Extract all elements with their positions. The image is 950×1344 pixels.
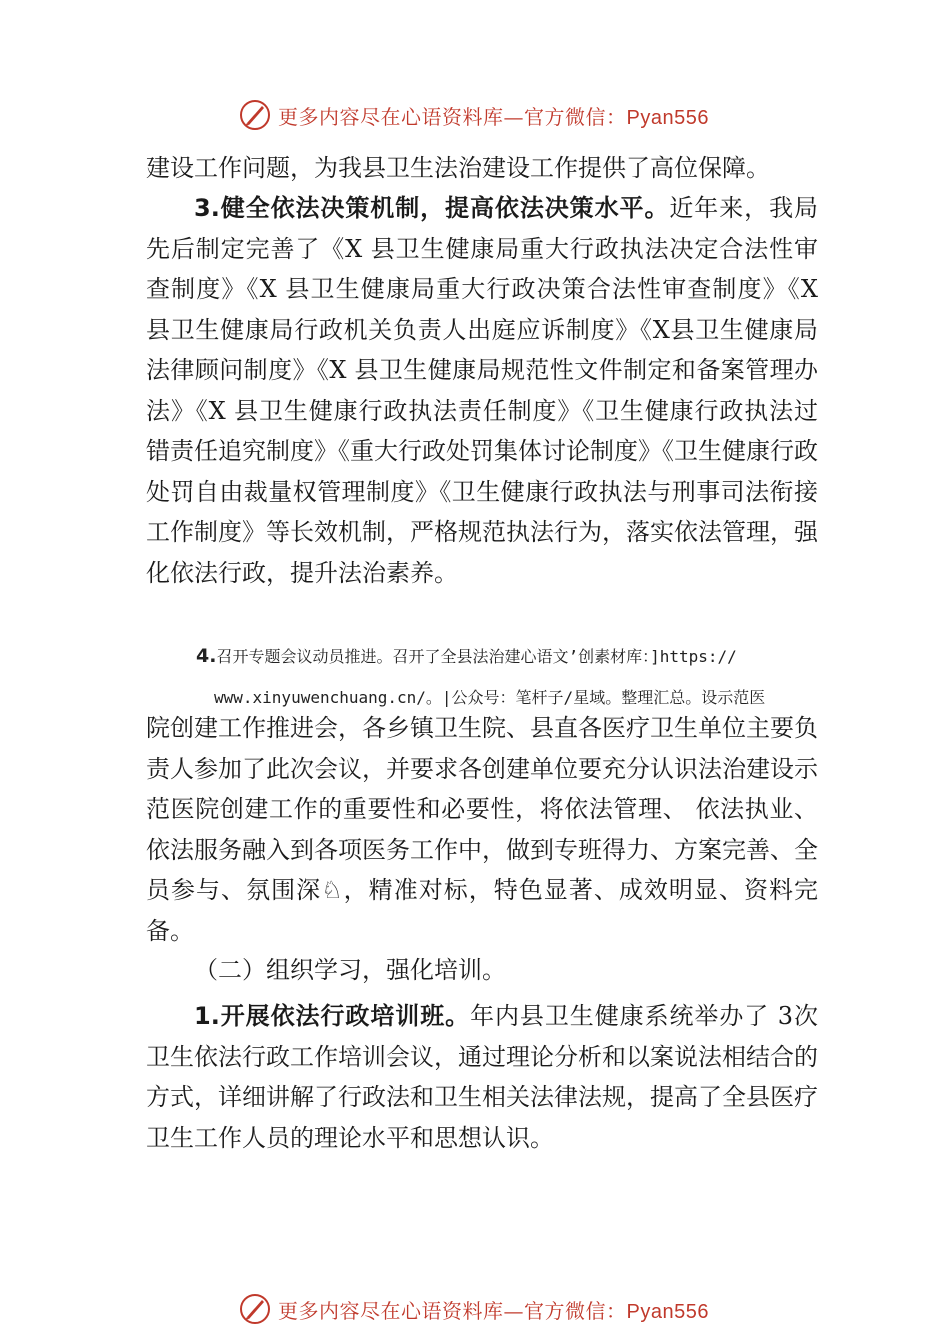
paragraph-decision-mechanism — [146, 188, 818, 593]
paragraph-meeting — [146, 708, 818, 951]
header-watermark — [238, 95, 709, 135]
quill-logo-icon — [238, 1292, 272, 1326]
watermark-text: 更多内容尽在心语资料库—官方微信：Pyan556 — [278, 1298, 709, 1323]
watermark-text: 更多内容尽在心语资料库—官方微信：Pyan556 — [278, 104, 709, 129]
paragraph-body: 年内县卫生健康系统举办了 3次卫生依法行政工作培训会议，通过理论分析和以案说法相结合的方式，详细讲解了行政法和卫生相关法律法规，提高了全县医疗卫生工作人员的理论水平和思想认识。 — [146, 1002, 818, 1152]
subheading-text: （二）组织学习，强化培训。 — [194, 956, 506, 984]
watermark-wechat-id: Pyan556 — [626, 1300, 709, 1323]
small-line-text: 召开专题会议动员推进。召开了全县法治建心语文’创素材库：]https:// — [216, 647, 737, 666]
paragraph-heading: 1.开展依法行政培训班。 — [194, 1002, 471, 1030]
section-subheading — [146, 950, 818, 991]
paragraph-text: 院创建工作推进会，各乡镇卫生院、县直各医疗卫生单位主要负责人参加了此次会议，并要求各创建单位要充分认识法治建设示范医院创建工作的重要性和必要性，将依法管理、 依法执业、依法服务融入到各项医务工作中，做到专班得力、方案完善、全员参与、氛围深♘，精准对标，特色显著、成效明显、资料完备。 — [146, 714, 818, 945]
paragraph-text — [146, 188, 818, 593]
paragraph-text — [146, 996, 818, 1158]
small-text-line-2 — [214, 685, 765, 708]
paragraph-heading: 3.健全依法决策机制，提高依法决策水平。 — [194, 194, 670, 222]
item-number: 4. — [196, 645, 217, 667]
paragraph-continuation — [146, 148, 818, 189]
small-line-text: www.xinyuwenchuang.cn/。|公众号：笔杆子/星域。整理汇总。设示范医 — [214, 688, 766, 707]
paragraph-body: 近年来，我局先后制定完善了《X 县卫生健康局重大行政执法决定合法性审查制度》《X 县卫生健康局重大行政决策合法性审查制度》《X 县卫生健康局行政机关负责人出庭应诉制度》《X县卫生健康局法律顾问制度》《X 县卫生健康局规范性文件制定和备案管理办法》《X 县卫生健康行政执法责任制度》《卫生健康行政执法过错责任追究制度》《重大行政处罚集体讨论制度》《卫生健康行政处罚自由裁量权管理制度》《卫生健康行政执法与刑事司法衔接工作制度》等长效机制，严格规范执法行为，落实依法管理，强化依法行政，提升法治素养。 — [146, 194, 818, 587]
paragraph-training — [146, 996, 818, 1158]
paragraph-text: 建设工作问题，为我县卫生法治建设工作提供了高位保障。 — [146, 154, 770, 182]
watermark-wechat-id: Pyan556 — [626, 106, 709, 129]
footer-watermark — [238, 1289, 709, 1329]
small-text-line-1 — [196, 644, 737, 667]
quill-logo-icon — [238, 98, 272, 132]
